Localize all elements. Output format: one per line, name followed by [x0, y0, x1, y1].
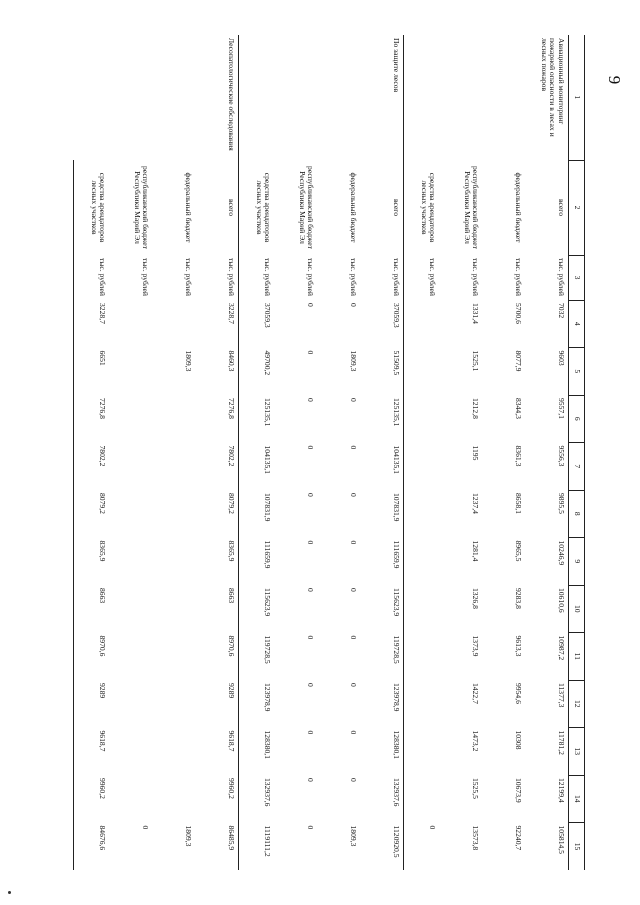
year-value-cell: 8460,3: [196, 348, 239, 396]
year-value-cell: 9954,6: [514, 683, 524, 704]
table-row: [74, 35, 110, 870]
column-number: 14: [569, 775, 585, 823]
year-value-cell: 0: [349, 540, 359, 545]
unit-cell: тыс. рублей: [514, 258, 524, 296]
year-value-cell: 8970,6: [196, 633, 239, 681]
year-value-cell: 1237,4: [471, 493, 481, 514]
year-value-cell: 0: [306, 493, 316, 497]
year-value-cell: 7276,8: [196, 395, 239, 443]
year-value-cell: 8077,9: [514, 350, 524, 372]
budget-table: [73, 35, 585, 870]
total-value-cell: 1119111,2: [263, 825, 273, 857]
year-value-cell: 6651: [74, 348, 110, 396]
year-value-cell: 5700,6: [514, 303, 524, 324]
table-row: [440, 35, 483, 870]
total-value-cell: 0: [306, 825, 316, 830]
year-value-cell: [110, 728, 153, 776]
year-value-cell: 3228,7: [196, 300, 239, 348]
unit-cell: тыс. рублей: [196, 255, 239, 300]
column-number: 2: [569, 160, 585, 255]
unit-cell: тыс. рублей: [263, 258, 273, 296]
page-number: 9: [605, 75, 624, 85]
year-value-cell: 0: [349, 493, 359, 497]
year-value-cell: 8361,3: [514, 445, 524, 467]
year-value-cell: 37059,3: [263, 303, 273, 328]
year-value-cell: [153, 775, 196, 823]
year-value-cell: 0: [349, 398, 359, 402]
total-value-cell: 1120920,5: [361, 823, 404, 871]
unit-cell: тыс. рублей: [526, 255, 569, 300]
year-value-cell: 111659,9: [263, 540, 273, 569]
year-value-cell: [153, 490, 196, 538]
total-value-cell: 1809,3: [349, 825, 359, 847]
funding-source: республиканский бюджет Республики Марий Эл: [298, 166, 316, 249]
rotated-table-container: [90, 35, 585, 870]
year-value-cell: 3228,7: [74, 300, 110, 348]
year-value-cell: 9618,7: [74, 728, 110, 776]
year-value-cell: 1281,4: [471, 540, 481, 562]
year-value-cell: 107831,9: [361, 490, 404, 538]
year-value-cell: 10308: [514, 730, 524, 750]
table-row: [196, 35, 239, 870]
year-value-cell: 9613,3: [514, 635, 524, 657]
unit-cell: тыс. рублей: [306, 258, 316, 296]
funding-source: всего: [361, 160, 404, 255]
year-value-cell: 0: [306, 730, 316, 735]
year-value-cell: [110, 443, 153, 491]
year-value-cell: 104135,1: [361, 443, 404, 491]
year-value-cell: 111659,9: [361, 538, 404, 586]
table-row: [153, 35, 196, 870]
unit-cell: тыс. рублей: [141, 258, 151, 296]
year-value-cell: 0: [306, 303, 316, 307]
year-value-cell: 9960,2: [196, 775, 239, 823]
year-value-cell: 11781,2: [526, 728, 569, 776]
table-row: [275, 35, 318, 870]
year-value-cell: 8079,2: [74, 490, 110, 538]
year-value-cell: [404, 348, 440, 396]
year-value-cell: 115623,9: [361, 585, 404, 633]
activity-name: Авиационный мониторинг пожарной опасности в лесах и лесных пожаров: [404, 35, 569, 160]
year-value-cell: 10987,2: [526, 633, 569, 681]
year-value-cell: 8344,3: [514, 398, 524, 419]
year-value-cell: 123978,9: [263, 683, 273, 712]
column-number: 7: [569, 443, 585, 491]
column-number-row: [569, 35, 585, 870]
year-value-cell: 132937,6: [361, 775, 404, 823]
year-value-cell: 11377,3: [526, 680, 569, 728]
column-number: 4: [569, 300, 585, 348]
year-value-cell: [110, 633, 153, 681]
year-value-cell: 37059,3: [361, 300, 404, 348]
year-value-cell: 9618,7: [196, 728, 239, 776]
year-value-cell: 104135,1: [263, 445, 273, 474]
year-value-cell: 119728,5: [263, 635, 273, 664]
year-value-cell: 115623,9: [263, 588, 273, 617]
year-value-cell: [404, 443, 440, 491]
year-value-cell: [153, 538, 196, 586]
year-value-cell: 10246,9: [526, 538, 569, 586]
year-value-cell: 8663: [196, 585, 239, 633]
year-value-cell: [404, 680, 440, 728]
year-value-cell: 9960,2: [74, 775, 110, 823]
year-value-cell: 9895,5: [526, 490, 569, 538]
year-value-cell: 1473,2: [471, 730, 481, 752]
year-value-cell: 1809,3: [184, 350, 194, 372]
year-value-cell: 0: [349, 778, 359, 782]
year-value-cell: 8079,2: [196, 490, 239, 538]
funding-source: средства арендаторов лесных участков: [420, 172, 438, 243]
year-value-cell: 0: [349, 683, 359, 687]
year-value-cell: 1195: [471, 445, 481, 461]
year-value-cell: [153, 680, 196, 728]
year-value-cell: 1422,7: [471, 683, 481, 704]
column-number: 10: [569, 585, 585, 633]
table-row: [110, 35, 153, 870]
year-value-cell: 8663: [74, 585, 110, 633]
year-value-cell: 0: [349, 445, 359, 450]
year-value-cell: [153, 395, 196, 443]
total-value-cell: 0: [428, 825, 438, 830]
year-value-cell: 9603: [526, 348, 569, 396]
year-value-cell: 49700,2: [263, 350, 273, 376]
year-value-cell: 0: [306, 350, 316, 355]
column-number: 9: [569, 538, 585, 586]
year-value-cell: 0: [349, 588, 359, 592]
year-value-cell: 123978,9: [361, 680, 404, 728]
year-value-cell: 1326,8: [471, 588, 481, 609]
funding-source: средства арендаторов лесных участков: [74, 160, 110, 255]
funding-source: республиканский бюджет Республики Марий Эл: [463, 166, 481, 249]
total-value-cell: 92240,7: [514, 825, 524, 851]
year-value-cell: 7032: [526, 300, 569, 348]
column-number: 5: [569, 348, 585, 396]
year-value-cell: 119728,5: [361, 633, 404, 681]
year-value-cell: 1525,1: [471, 350, 481, 372]
table-row: [526, 35, 569, 870]
year-value-cell: [404, 775, 440, 823]
unit-cell: тыс. рублей: [361, 255, 404, 300]
column-number: 11: [569, 633, 585, 681]
year-value-cell: 7802,2: [74, 443, 110, 491]
funding-source: средства арендаторов лесных участков: [255, 172, 273, 243]
year-value-cell: 8658,1: [514, 493, 524, 514]
year-value-cell: 7276,8: [74, 395, 110, 443]
year-value-cell: [153, 443, 196, 491]
year-value-cell: 0: [306, 588, 316, 592]
column-number: 12: [569, 680, 585, 728]
year-value-cell: [404, 395, 440, 443]
column-number: 3: [569, 255, 585, 300]
year-value-cell: 9289: [74, 680, 110, 728]
funding-source: федеральный бюджет: [349, 172, 359, 243]
year-value-cell: 1373,9: [471, 635, 481, 657]
activity-name: По защите лесов: [239, 35, 404, 160]
total-value-cell: 86485,9: [196, 823, 239, 871]
year-value-cell: [404, 585, 440, 633]
year-value-cell: 0: [306, 683, 316, 687]
year-value-cell: [110, 300, 153, 348]
year-value-cell: [404, 633, 440, 681]
year-value-cell: 12199,4: [526, 775, 569, 823]
unit-cell: тыс. рублей: [471, 258, 481, 296]
year-value-cell: 1525,5: [471, 778, 481, 799]
unit-cell: тыс. рублей: [74, 255, 110, 300]
year-value-cell: [110, 775, 153, 823]
year-value-cell: 9289: [196, 680, 239, 728]
funding-source: республиканский бюджет Республики Марий Эл: [133, 166, 151, 249]
total-value-cell: 13573,8: [471, 825, 481, 851]
year-value-cell: [153, 585, 196, 633]
activity-name: Лесопатологические обследования: [74, 35, 239, 160]
scan-speck: [8, 891, 11, 894]
year-value-cell: [110, 585, 153, 633]
year-value-cell: 51509,5: [361, 348, 404, 396]
year-value-cell: 8365,9: [196, 538, 239, 586]
year-value-cell: 1212,8: [471, 398, 481, 419]
table-row: [318, 35, 361, 870]
year-value-cell: [110, 538, 153, 586]
year-value-cell: [404, 728, 440, 776]
year-value-cell: 7802,2: [196, 443, 239, 491]
unit-cell: тыс. рублей: [349, 258, 359, 296]
year-value-cell: 9556,3: [526, 443, 569, 491]
year-value-cell: [404, 538, 440, 586]
total-value-cell: 0: [141, 825, 151, 830]
column-number: 8: [569, 490, 585, 538]
table-row: [483, 35, 526, 870]
year-value-cell: 9283,8: [514, 588, 524, 609]
year-value-cell: [110, 395, 153, 443]
table-row: [361, 35, 404, 870]
year-value-cell: 10610,6: [526, 585, 569, 633]
column-number: 6: [569, 395, 585, 443]
year-value-cell: [404, 490, 440, 538]
year-value-cell: 8365,9: [74, 538, 110, 586]
funding-source: федеральный бюджет: [184, 172, 194, 243]
year-value-cell: [153, 728, 196, 776]
year-value-cell: [153, 633, 196, 681]
year-value-cell: 0: [306, 398, 316, 402]
total-value-cell: 105814,5: [526, 823, 569, 871]
year-value-cell: 128380,1: [263, 730, 273, 759]
total-value-cell: 1809,3: [184, 825, 194, 847]
year-value-cell: 10673,9: [514, 778, 524, 803]
column-number: 15: [569, 823, 585, 871]
year-value-cell: 1331,4: [471, 303, 481, 324]
year-value-cell: 8970,6: [74, 633, 110, 681]
year-value-cell: 125135,1: [361, 395, 404, 443]
column-number: 13: [569, 728, 585, 776]
year-value-cell: 128380,1: [361, 728, 404, 776]
table-body: [74, 35, 585, 870]
year-value-cell: 1809,3: [349, 350, 359, 372]
year-value-cell: 107831,9: [263, 493, 273, 522]
year-value-cell: 0: [306, 540, 316, 545]
year-value-cell: 0: [306, 445, 316, 450]
year-value-cell: [110, 348, 153, 396]
year-value-cell: 0: [349, 730, 359, 735]
year-value-cell: 0: [306, 635, 316, 640]
year-value-cell: 0: [349, 635, 359, 640]
year-value-cell: 9557,1: [526, 395, 569, 443]
total-value-cell: 84676,6: [74, 823, 110, 871]
year-value-cell: 8965,5: [514, 540, 524, 562]
year-value-cell: 132937,6: [263, 778, 273, 807]
year-value-cell: 0: [349, 303, 359, 307]
year-value-cell: [153, 300, 196, 348]
funding-source: федеральный бюджет: [514, 172, 524, 243]
year-value-cell: [404, 300, 440, 348]
year-value-cell: [110, 680, 153, 728]
table-row: [404, 35, 440, 870]
year-value-cell: 0: [306, 778, 316, 782]
column-number: 1: [569, 35, 585, 160]
table-row: [239, 35, 275, 870]
funding-source: всего: [196, 160, 239, 255]
year-value-cell: 125135,1: [263, 398, 273, 427]
unit-cell: тыс. рублей: [428, 258, 438, 296]
year-value-cell: [110, 490, 153, 538]
unit-cell: тыс. рублей: [184, 258, 194, 296]
funding-source: всего: [526, 160, 569, 255]
